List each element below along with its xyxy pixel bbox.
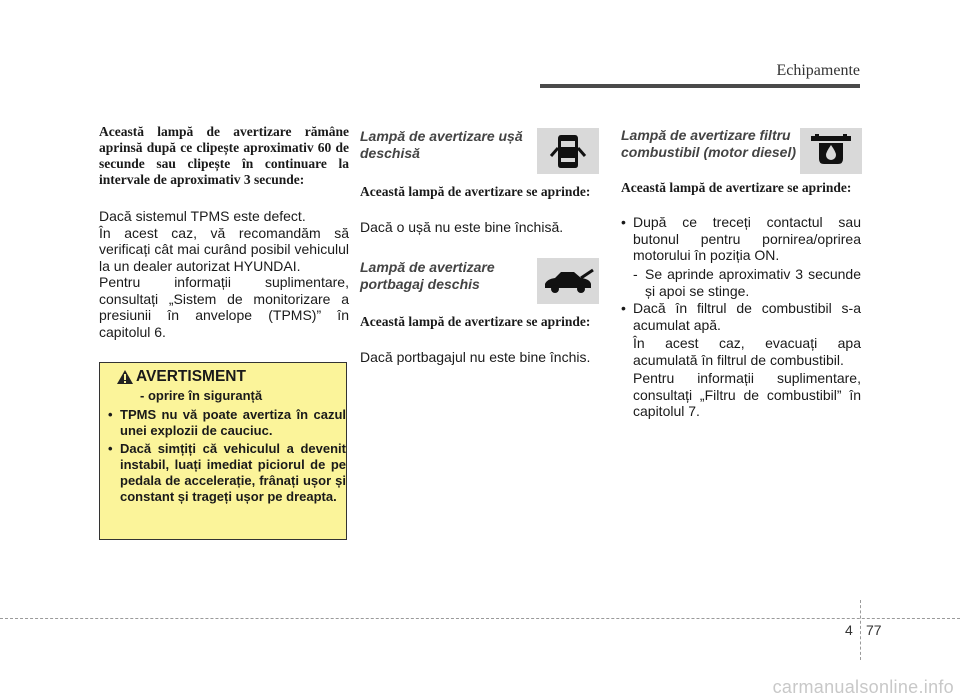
fuel-filter-note: În acest caz, evacuați apa acumulată în filtrul de combustibil.: [633, 335, 861, 368]
footer-divider: [860, 600, 861, 660]
door-open-icon: [537, 128, 599, 174]
bullet: •: [621, 300, 626, 316]
header-rule: [540, 84, 860, 88]
fuel-filter-item: [621, 300, 861, 333]
tpms-para-defect: Dacă sistemul TPMS este defect.: [99, 208, 306, 224]
page-number: 77: [866, 622, 882, 638]
warning-subtitle: - oprire în siguranță: [140, 388, 263, 403]
tpms-intro: Această lampă de avertizare rămâne aprinsă după ce clipește aproximativ 60 de secunde sau clipește în continuare la intervale de aproximativ 3 secunde:: [99, 124, 349, 187]
fuel-filter-icon: [800, 128, 862, 174]
warning-item-text: Dacă simțiți că vehiculul a devenit instabil, luați imediat piciorul de pe pedala de accelerație, frânați ușor și constant și trageți ușor pe dreapta.: [120, 441, 346, 504]
fuel-filter-item-text: Dacă în filtrul de combustibil s-a acumulat apă.: [633, 300, 861, 333]
bullet: •: [108, 441, 113, 456]
fuel-filter-subitem-text: Se aprinde aproximativ 3 secunde și apoi se stinge.: [645, 266, 861, 299]
tpms-body: [99, 208, 349, 340]
fuel-filter-lead: Această lampă de avertizare se aprinde:: [621, 180, 852, 195]
watermark: carmanualsonline.info: [772, 677, 954, 697]
trunk-text: Dacă portbagajul nu este bine închis.: [360, 349, 591, 365]
fuel-filter-item-text: După ce treceți contactul sau butonul pentru pornirea/oprirea motorului în poziția ON.: [633, 214, 861, 263]
door-heading: Lampă de avertizare ușă deschisă: [360, 128, 523, 161]
warning-title: AVERTISMENT: [136, 368, 246, 385]
warning-item: [108, 407, 346, 439]
bullet: •: [108, 407, 113, 422]
footer-rule: [0, 618, 960, 619]
door-text: Dacă o ușă nu este bine închisă.: [360, 219, 564, 235]
chapter-number: 4: [845, 622, 853, 638]
tpms-para-dealer: În acest caz, vă recomandăm să verificați cât mai curând posibil vehiculul la un dealer autorizat HYUNDAI.: [99, 224, 349, 274]
trunk-open-icon: [537, 258, 599, 304]
door-lead: Această lampă de avertizare se aprinde:: [360, 184, 591, 199]
warning-item-text: TPMS nu vă poate avertiza în cazul unei explozii de cauciuc.: [120, 407, 346, 438]
trunk-lead: Această lampă de avertizare se aprinde:: [360, 314, 591, 329]
tpms-para-info: Pentru informații suplimentare, consultați „Sistem de monitorizare a presiunii în anvelope (TPMS)” în capitolul 6.: [99, 274, 349, 340]
fuel-filter-item: [621, 214, 861, 264]
trunk-heading: Lampă de avertizare portbagaj deschis: [360, 259, 495, 292]
warning-item: [108, 441, 346, 505]
fuel-filter-heading: Lampă de avertizare filtru combustibil (motor diesel): [621, 127, 797, 160]
dash: -: [633, 266, 638, 282]
warning-box: [99, 362, 347, 540]
warning-triangle-icon: [116, 369, 134, 390]
bullet: •: [621, 214, 626, 230]
fuel-filter-info: Pentru informații suplimentare, consultați „Filtru de combustibil” în capitolul 7.: [633, 370, 861, 419]
fuel-filter-subitem: [633, 266, 861, 299]
page-header-title: Echipamente: [776, 62, 860, 79]
